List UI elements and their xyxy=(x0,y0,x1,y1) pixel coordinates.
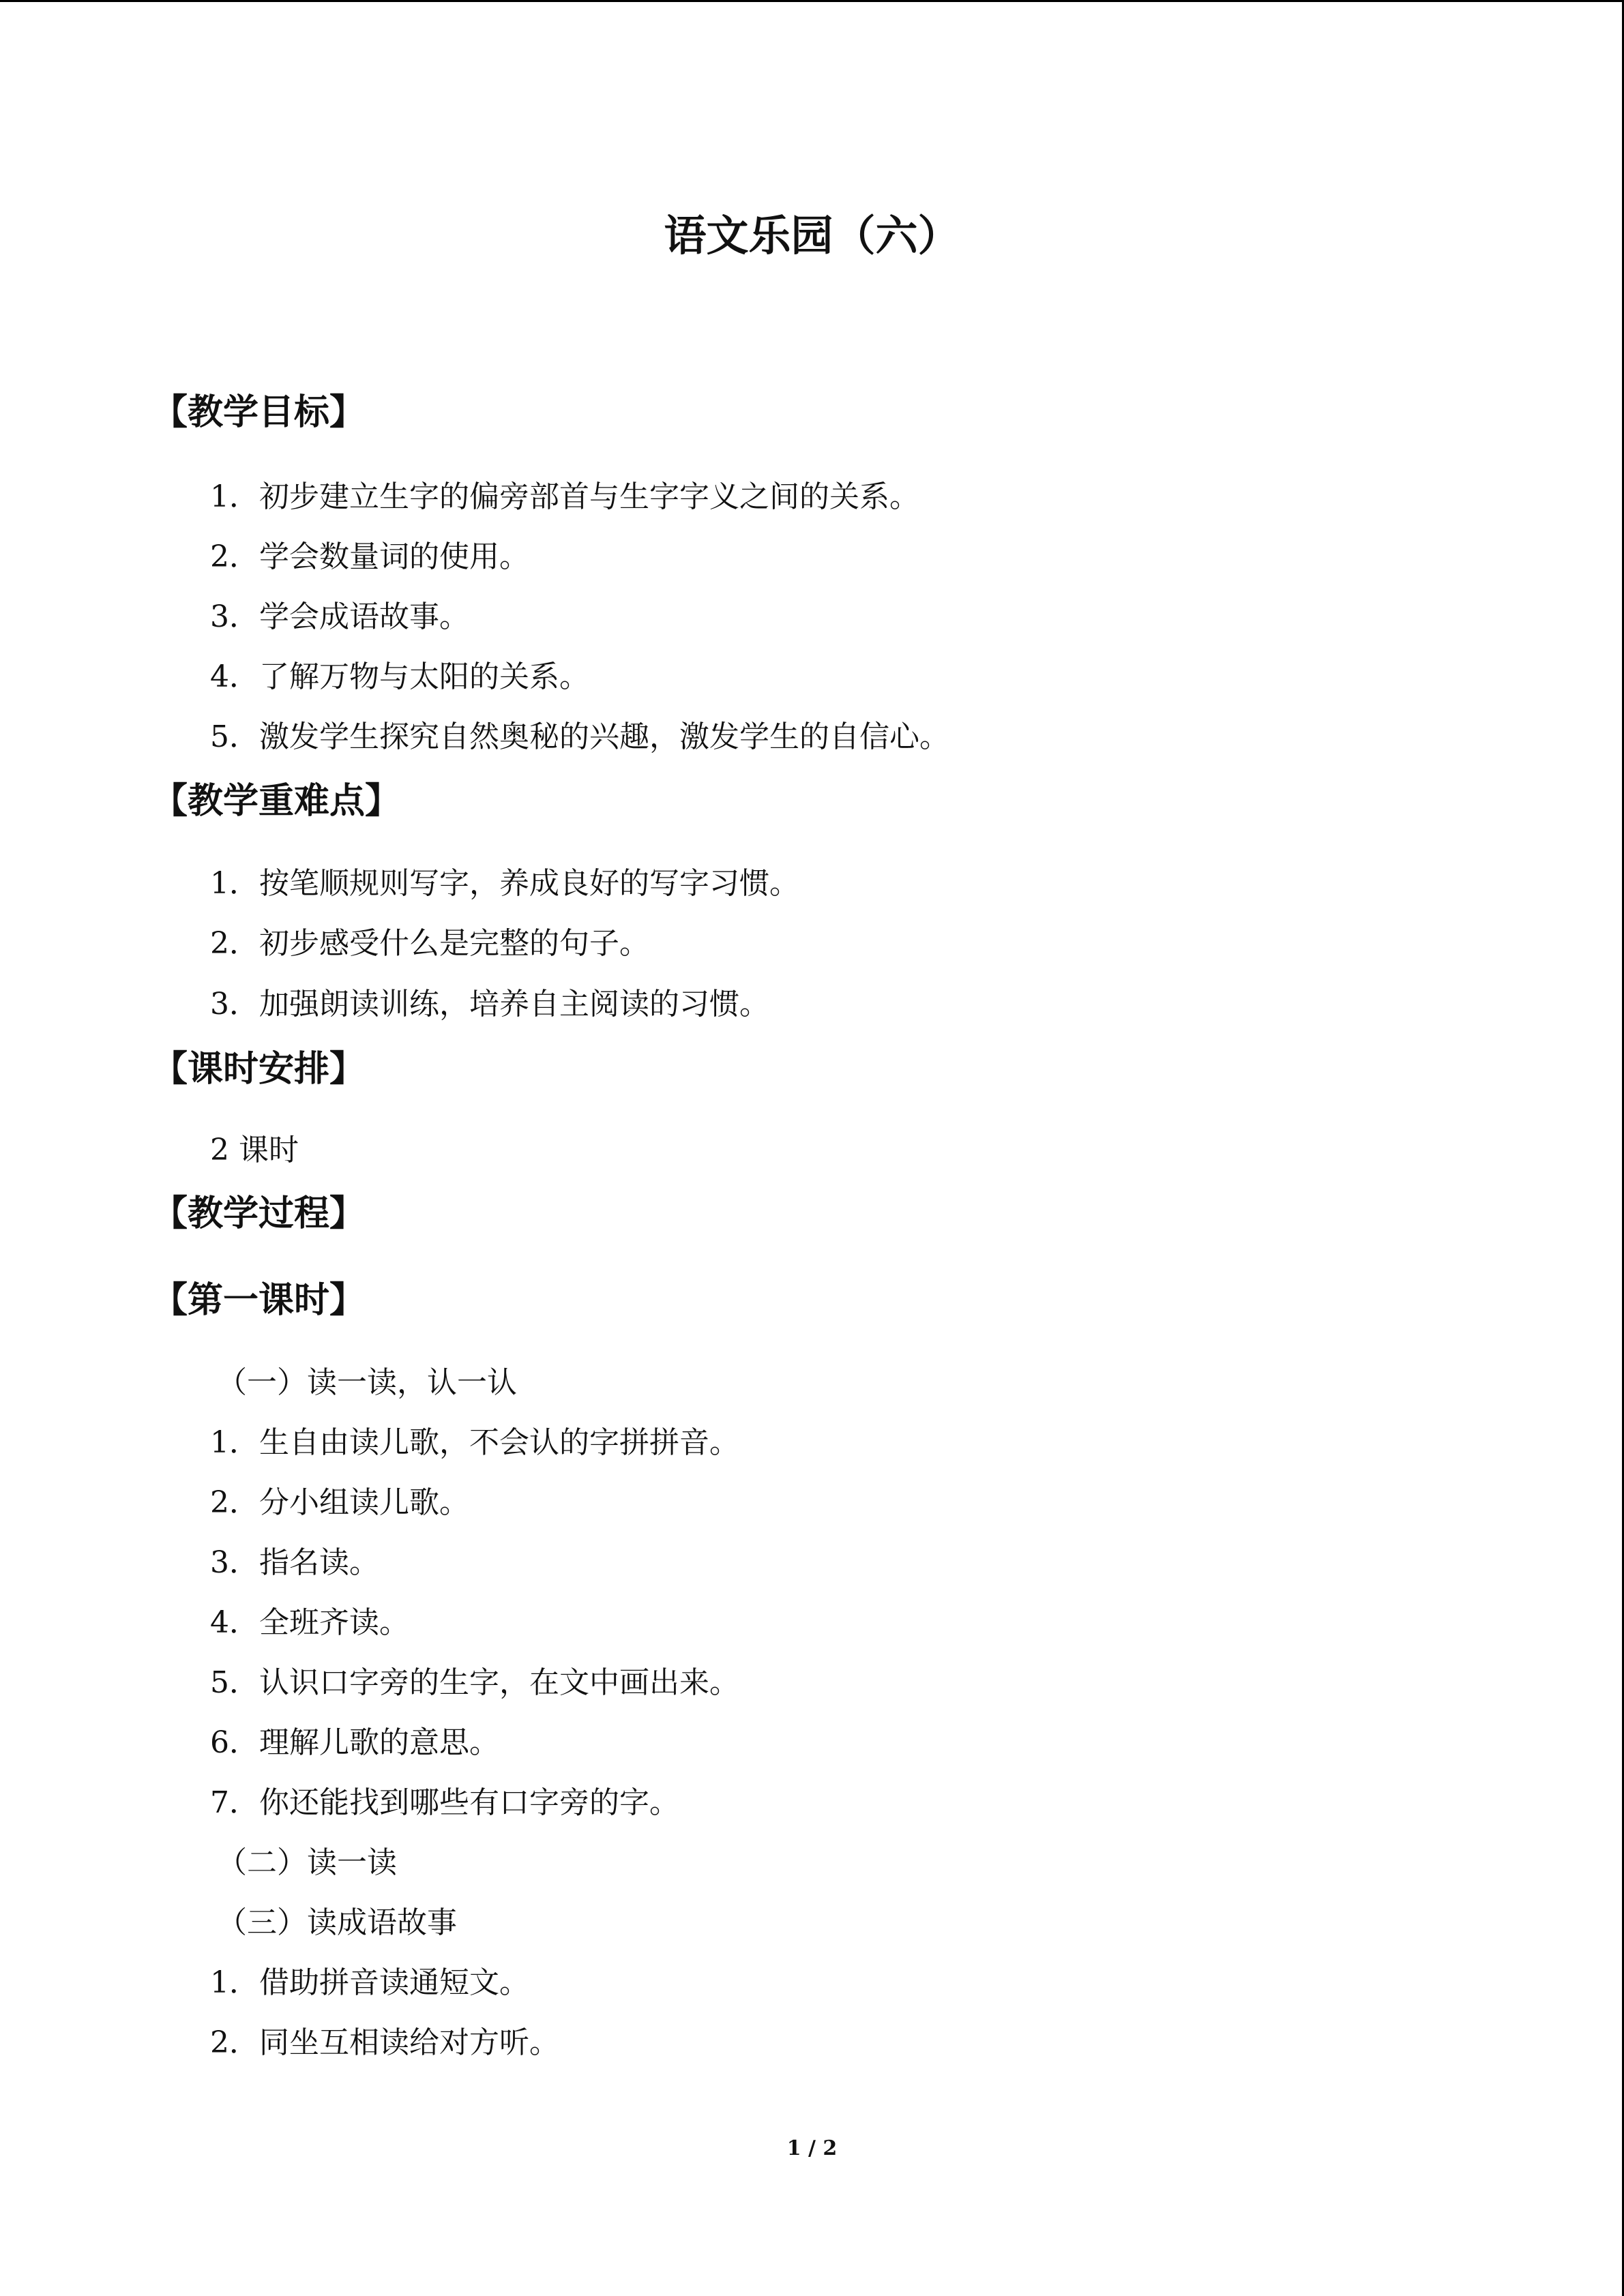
key-point-item: 2．初步感受什么是完整的句子。 xyxy=(210,926,649,961)
process-item: 7．你还能找到哪些有口字旁的字。 xyxy=(210,1785,679,1820)
page-title: 语文乐园（六） xyxy=(664,211,960,260)
heading-process: 【教学过程】 xyxy=(152,1193,366,1234)
process-item: 6．理解儿歌的意思。 xyxy=(210,1725,499,1760)
process-item: 4．全班齐读。 xyxy=(210,1605,409,1640)
objective-item: 1．初步建立生字的偏旁部首与生字字义之间的关系。 xyxy=(210,479,919,514)
schedule-text: 2 课时 xyxy=(210,1133,299,1167)
process-item: 5．认识口字旁的生字，在文中画出来。 xyxy=(210,1665,739,1700)
key-point-item: 3．加强朗读训练，培养自主阅读的习惯。 xyxy=(210,987,769,1022)
part-title: （三）读成语故事 xyxy=(217,1905,457,1940)
objective-item: 2．学会数量词的使用。 xyxy=(210,539,529,574)
key-point-item: 1．按笔顺规则写字，养成良好的写字习惯。 xyxy=(210,866,799,901)
heading-key-points: 【教学重难点】 xyxy=(152,780,401,822)
process-item: 3．指名读。 xyxy=(210,1545,379,1580)
process-item: 1．借助拼音读通短文。 xyxy=(210,1965,529,2000)
objective-item: 4．了解万物与太阳的关系。 xyxy=(210,659,589,694)
page-number: 1 / 2 xyxy=(786,2136,838,2160)
heading-first-lesson: 【第一课时】 xyxy=(152,1279,366,1321)
objective-item: 3．学会成语故事。 xyxy=(210,599,469,634)
part-title: （一）读一读，认一认 xyxy=(217,1365,517,1400)
process-item: 2．分小组读儿歌。 xyxy=(210,1485,469,1520)
part-title: （二）读一读 xyxy=(217,1845,397,1880)
process-item: 1．生自由读儿歌，不会认的字拼拼音。 xyxy=(210,1425,739,1460)
heading-objectives: 【教学目标】 xyxy=(152,391,366,433)
objective-item: 5．激发学生探究自然奥秘的兴趣，激发学生的自信心。 xyxy=(210,719,949,754)
heading-schedule: 【课时安排】 xyxy=(152,1048,366,1090)
process-item: 2．同坐互相读给对方听。 xyxy=(210,2025,559,2060)
